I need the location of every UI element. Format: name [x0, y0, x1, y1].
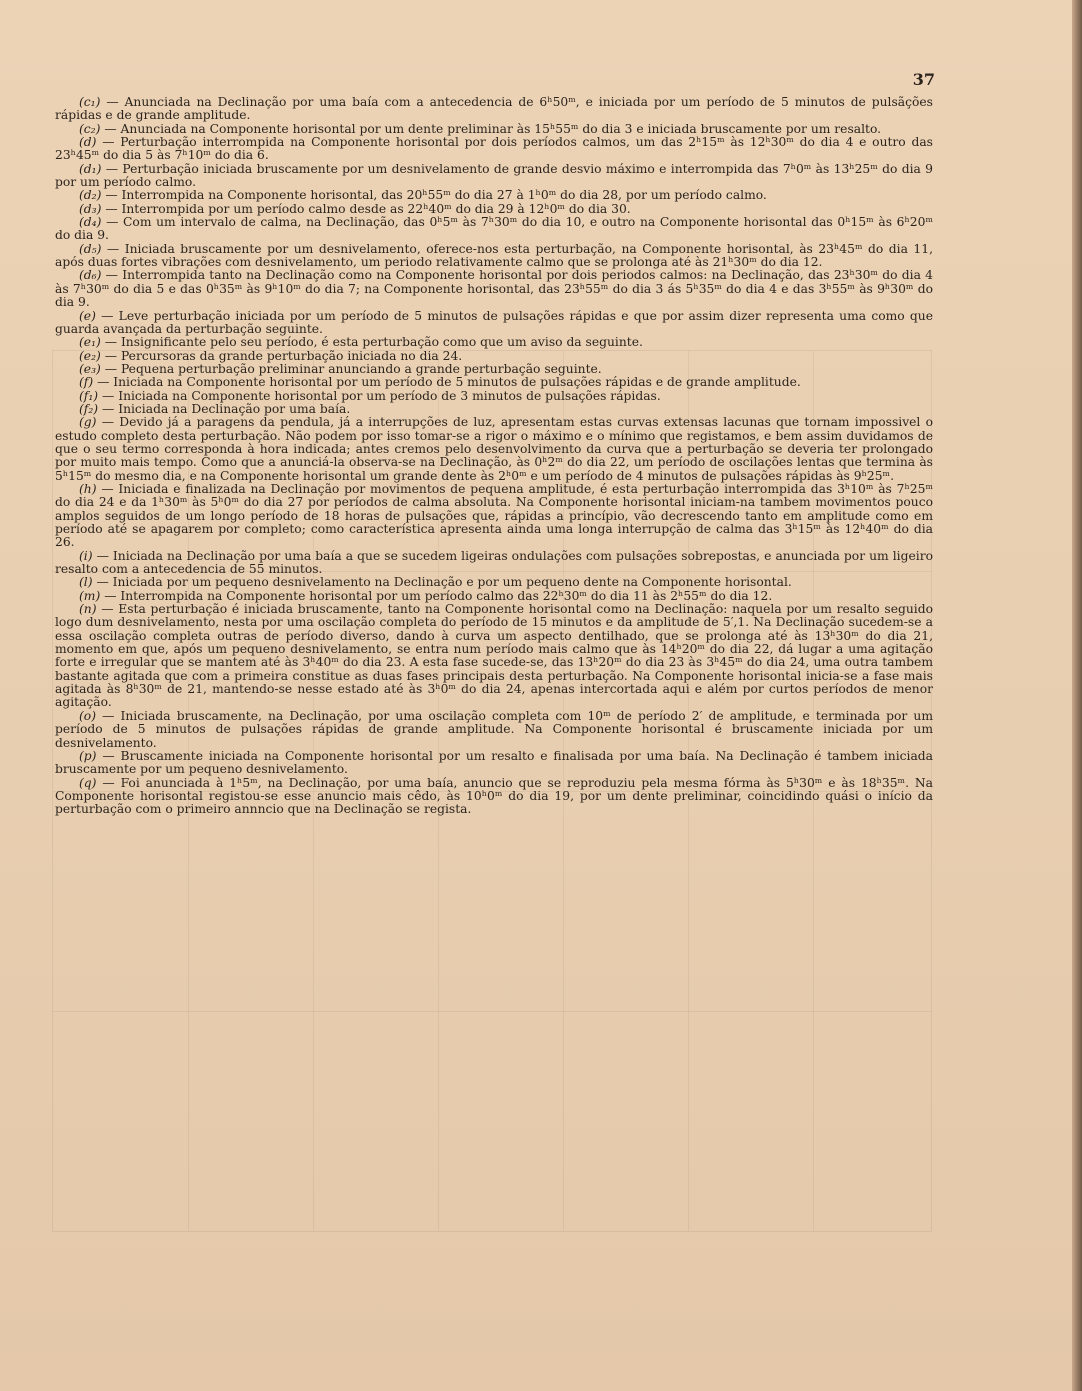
note-paragraph — [55, 269, 933, 309]
note-paragraph — [55, 216, 933, 243]
note-text: — Iniciada bruscamente por um desnivelamento, oferece-nos esta perturbação, na Componente horisontal, às 23ʰ45ᵐ do dia 11, após duas fortes vibrações com desnivelamento, um periodo relativamente calmo que se prolonga até às 21ʰ30ᵐ do dia 12. — [55, 241, 933, 270]
note-tag: (e₃) — [79, 361, 101, 376]
note-text: — Iniciada na Declinação por uma baía a que se sucedem ligeiras ondulações com pulsações sobrepostas, e anunciada por um ligeiro resalto com a antecedencia de 55 minutos. — [55, 548, 933, 577]
page-number: 37 — [912, 70, 935, 89]
note-tag: (f₁) — [79, 388, 99, 403]
note-paragraph — [55, 123, 933, 136]
note-tag: (c₂) — [79, 121, 101, 136]
note-paragraph — [55, 310, 933, 337]
note-text: — Iniciada na Declinação por uma baía. — [102, 401, 351, 416]
note-tag: (f) — [79, 375, 94, 390]
note-paragraph — [55, 403, 933, 416]
note-text: — Esta perturbação é iniciada bruscamente, tanto na Componente horisontal como na Declinação: naquela por um resalto seguido logo dum desnivelamento, nesta por uma oscilação completa do período de 15 minutos e da amplitude de 5′,1. Na Declinação sucedem-se a essa oscilação completa outras de período diverso, dando à curva um aspecto dentilhado, que se prolonga até às 13ʰ30ᵐ do dia 21, momento em que, após um pequeno desnivelamento, se entra num período mais calmo que às 14ʰ20ᵐ do dia 22, dá lugar a uma agitação forte e irregular que se mantem até às 3ʰ40ᵐ do dia 23. A esta fase sucede-se, das 13ʰ20ᵐ do dia 23 às 3ʰ45ᵐ do dia 24, uma outra tambem bastante agitada que com a primeira constitue as duas fases principais desta perturbação. Na Componente horisontal inicia-se a fase mais agitada às 8ʰ30ᵐ de 21, mantendo-se nesse estado até às 3ʰ0ᵐ do dia 24, apenas intercortada aqui e além por curtos períodos de menor agitação. — [55, 602, 933, 710]
note-paragraph — [55, 777, 933, 817]
note-text: — Iniciada na Componente horisontal por um período de 3 minutos de pulsações rápidas. — [102, 388, 661, 403]
note-tag: (o) — [79, 708, 96, 723]
note-paragraph — [55, 750, 933, 777]
note-paragraph — [55, 603, 933, 710]
note-paragraph — [55, 483, 933, 550]
note-tag: (d₁) — [79, 161, 102, 176]
note-text: — Leve perturbação iniciada por um período de 5 minutos de pulsações rápidas e que por assim dizer representa uma como que guarda avançada da perturbação seguinte. — [55, 308, 933, 336]
note-text: — Devido já a paragens da pendula, já a interrupções de luz, apresentam estas curvas extensas lacunas que tornam impossivel o estudo completo desta perturbação. Não podem por isso tomar-se a rigor o máximo e o mínimo que registamos, e bem assim duvidamos de que o seu termo corresponda à hora indicada; antes cremos pelo desenvolvimento da curva que a perturbação se deveria ter prolongado por muito mais tempo. Como que a anunciá-la observa-se na Declinação, às 0ʰ2ᵐ do dia 22, um período de oscilações lentas que termina às 5ʰ15ᵐ do mesmo dia, e na Componente horisontal um grande dente às 2ʰ0ᵐ e um período de 4 minutos de pulsações rápidas às 9ʰ25ᵐ. — [55, 415, 933, 483]
note-tag: (d₃) — [79, 201, 102, 216]
note-tag: (l) — [79, 575, 93, 590]
note-text: — Anunciada na Declinação por uma baía com a antecedencia de 6ʰ50ᵐ, e iniciada por um período de 5 minutos de pulsãções rápidas e de grande amplitude. — [55, 95, 933, 123]
note-text: — Pequena perturbação preliminar anunciando a grande perturbação seguinte. — [104, 361, 602, 376]
note-tag: (d) — [79, 135, 97, 150]
note-tag: (h) — [79, 481, 97, 496]
note-text: — Iniciada por um pequeno desnivelamento na Declinação e por um pequeno dente na Componente horisontal. — [96, 575, 792, 590]
note-paragraph — [55, 390, 933, 403]
note-tag: (n) — [79, 602, 97, 617]
note-tag: (f₂) — [79, 401, 99, 416]
note-paragraph — [55, 136, 933, 163]
note-paragraph — [55, 576, 933, 589]
notes-body — [55, 96, 933, 817]
note-text: — Perturbação interrompida na Componente horisontal por dois períodos calmos, um das 2ʰ15ᵐ às 12ʰ30ᵐ do dia 4 e outro das 23ʰ45ᵐ do dia 5 às 7ʰ10ᵐ do dia 6. — [55, 135, 933, 163]
note-paragraph — [55, 363, 933, 376]
note-paragraph — [55, 710, 933, 750]
note-text: — Iniciada bruscamente, na Declinação, por uma oscilação completa com 10ᵐ de período 2′ de amplitude, e terminada por um período de 5 minutos de pulsações rápidas de grande amplitude. Na Componente horisontal é bruscamente iniciada por um desnivelamento. — [55, 708, 933, 750]
note-text: — Iniciada na Componente horisontal por um período de 5 minutos de pulsações rápidas e de grande amplitude. — [97, 375, 801, 390]
note-paragraph — [55, 163, 933, 190]
note-text: — Iniciada e finalizada na Declinação por movimentos de pequena amplitude, é esta perturbação interrompida das 3ʰ10ᵐ às 7ʰ25ᵐ do dia 24 e da 1ʰ30ᵐ às 5ʰ0ᵐ do dia 27 por períodos de calma absoluta. Na Componente horisontal iniciam-na tambem movimentos pouco amplos seguidos de um longo período de 18 horas de pulsações que, rápidas a princípio, vão decrescendo tanto em amplitude como em período até se apagarem por completo; como característica apresenta ainda uma longa interrupção de calma das 3ʰ15ᵐ às 12ʰ40ᵐ do dia 26. — [55, 481, 933, 550]
note-paragraph — [55, 189, 933, 202]
note-paragraph — [55, 96, 933, 123]
note-tag: (e₂) — [79, 348, 101, 363]
note-tag: (i) — [79, 548, 93, 563]
note-paragraph — [55, 350, 933, 363]
note-tag: (p) — [79, 748, 97, 763]
page-edge-shadow — [1072, 0, 1082, 1391]
note-paragraph — [55, 376, 933, 389]
note-tag: (q) — [79, 775, 97, 790]
note-text: — Interrompida por um período calmo desde as 22ʰ40ᵐ do dia 29 à 12ʰ0ᵐ do dia 30. — [105, 201, 631, 216]
note-tag: (c₁) — [79, 95, 101, 109]
note-paragraph — [55, 336, 933, 349]
note-paragraph — [55, 243, 933, 270]
note-tag: (d₄) — [79, 215, 102, 230]
note-paragraph — [55, 203, 933, 216]
note-text: — Insignificante pelo seu período, é esta perturbação como que um aviso da seguinte. — [104, 335, 643, 350]
note-paragraph — [55, 416, 933, 483]
note-paragraph — [55, 590, 933, 603]
note-tag: (d₆) — [79, 268, 102, 283]
note-tag: (d₅) — [79, 241, 102, 256]
note-tag: (g) — [79, 415, 97, 430]
note-text: — Interrompida na Componente horisontal por um período calmo das 22ʰ30ᵐ do dia 11 às 2ʰ55ᵐ do dia 12. — [104, 588, 773, 603]
note-text: — Perturbação iniciada bruscamente por um desnivelamento de grande desvio máximo e interrompida das 7ʰ0ᵐ às 13ʰ25ᵐ do dia 9 por um período calmo. — [55, 161, 933, 190]
note-tag: (d₂) — [79, 188, 102, 203]
note-text: — Interrompida na Componente horisontal, das 20ʰ55ᵐ do dia 27 à 1ʰ0ᵐ do dia 28, por um período calmo. — [105, 188, 767, 203]
note-tag: (e) — [79, 308, 96, 323]
note-tag: (m) — [79, 588, 101, 603]
note-text: — Com um intervalo de calma, na Declinação, das 0ʰ5ᵐ às 7ʰ30ᵐ do dia 10, e outro na Componente horisontal das 0ʰ15ᵐ às 6ʰ20ᵐ do dia 9. — [55, 215, 933, 243]
note-text: — Foi anunciada à 1ʰ5ᵐ, na Declinação, por uma baía, anuncio que se reproduziu pela mesma fórma às 5ʰ30ᵐ e às 18ʰ35ᵐ. Na Componente horisontal registou-se esse anuncio mais cêdo, às 10ʰ0ᵐ do dia 19, por um dente preliminar, coincidindo quási o início da perturbação com o primeiro annncio que na Declinação se regista. — [55, 775, 933, 817]
note-text: — Bruscamente iniciada na Componente horisontal por um resalto e finalisada por uma baía. Na Declinação é tambem iniciada bruscamente por um pequeno desnivelamento. — [55, 748, 933, 777]
note-text: — Interrompida tanto na Declinação como na Componente horisontal por dois periodos calmos: na Declinação, das 23ʰ30ᵐ do dia 4 às 7ʰ30ᵐ do dia 5 e das 0ʰ35ᵐ às 9ʰ10ᵐ do dia 7; na Componente horisontal, das 23ʰ55ᵐ do dia 3 ás 5ʰ35ᵐ do dia 4 e das 3ʰ55ᵐ às 9ʰ30ᵐ do dia 9. — [55, 268, 933, 310]
note-tag: (e₁) — [79, 335, 101, 350]
note-paragraph — [55, 550, 933, 577]
note-text: — Percursoras da grande perturbação iniciada no dia 24. — [104, 348, 463, 363]
note-text: — Anunciada na Componente horisontal por um dente preliminar às 15ʰ55ᵐ do dia 3 e iniciada bruscamente por um resalto. — [104, 121, 882, 136]
